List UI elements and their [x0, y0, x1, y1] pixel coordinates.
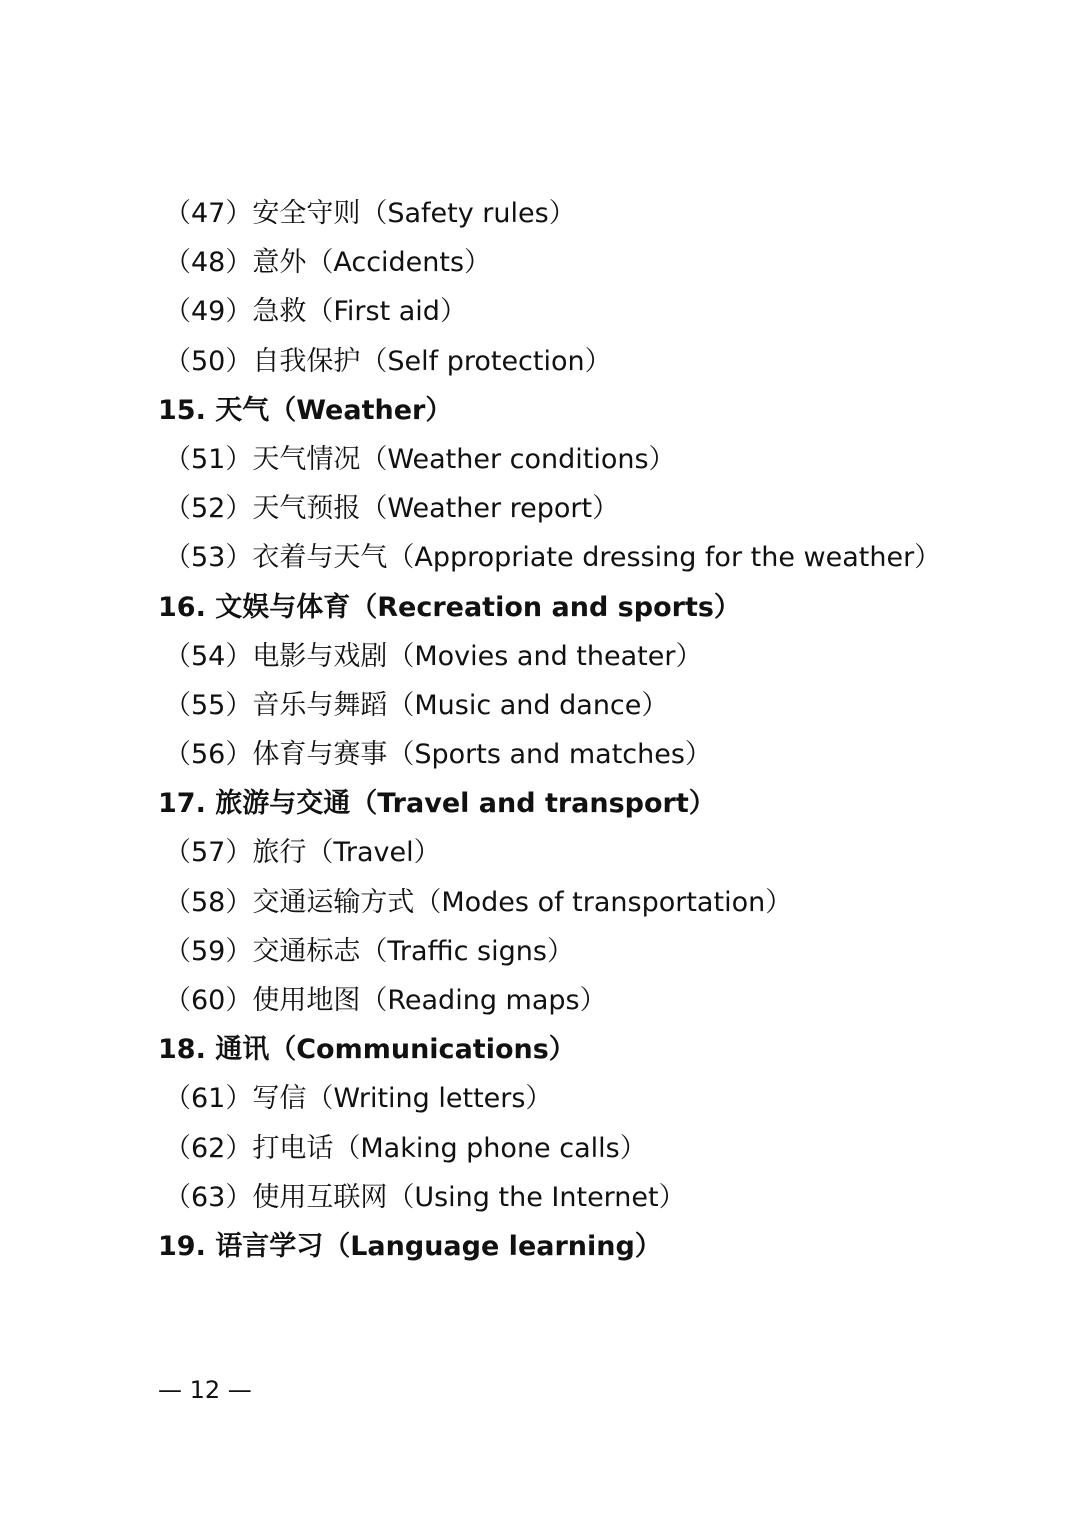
list-item: （61）写信（Writing letters）	[164, 1083, 553, 1115]
list-item: （50）自我保护（Self protection）	[164, 345, 612, 377]
list-item: （53）衣着与天气（Appropriate dressing for the weather）	[164, 542, 942, 574]
section-heading: 19. 语言学习（Language learning）	[158, 1230, 662, 1262]
list-item: （52）天气预报（Weather report）	[164, 493, 620, 525]
list-item: （59）交通标志（Traffic signs）	[164, 935, 574, 967]
list-item: （56）体育与赛事（Sports and matches）	[164, 739, 712, 771]
topic-list	[158, 189, 1058, 1271]
list-item: （51）天气情况（Weather conditions）	[164, 443, 676, 475]
list-item: （54）电影与戏剧（Movies and theater）	[164, 640, 703, 672]
list-item: （49）急救（First aid）	[164, 296, 467, 328]
section-heading: 17. 旅游与交通（Travel and transport）	[158, 788, 716, 820]
list-item: （62）打电话（Making phone calls）	[164, 1132, 647, 1164]
list-item: （58）交通运输方式（Modes of transportation）	[164, 886, 793, 918]
list-item: （60）使用地图（Reading maps）	[164, 985, 607, 1016]
page-number: — 12 —	[158, 1376, 252, 1404]
section-heading: 15. 天气（Weather）	[158, 394, 453, 426]
section-heading: 16. 文娱与体育（Recreation and sports）	[158, 591, 741, 623]
list-item: （63）使用互联网（Using the Internet）	[164, 1181, 686, 1213]
list-item: （57）旅行（Travel）	[164, 837, 441, 869]
list-item: （55）音乐与舞蹈（Music and dance）	[164, 689, 669, 721]
list-item: （48）意外（Accidents）	[164, 247, 492, 279]
list-item: （47）安全守则（Safety rules）	[164, 198, 576, 229]
section-heading: 18. 通讯（Communications）	[158, 1034, 576, 1066]
